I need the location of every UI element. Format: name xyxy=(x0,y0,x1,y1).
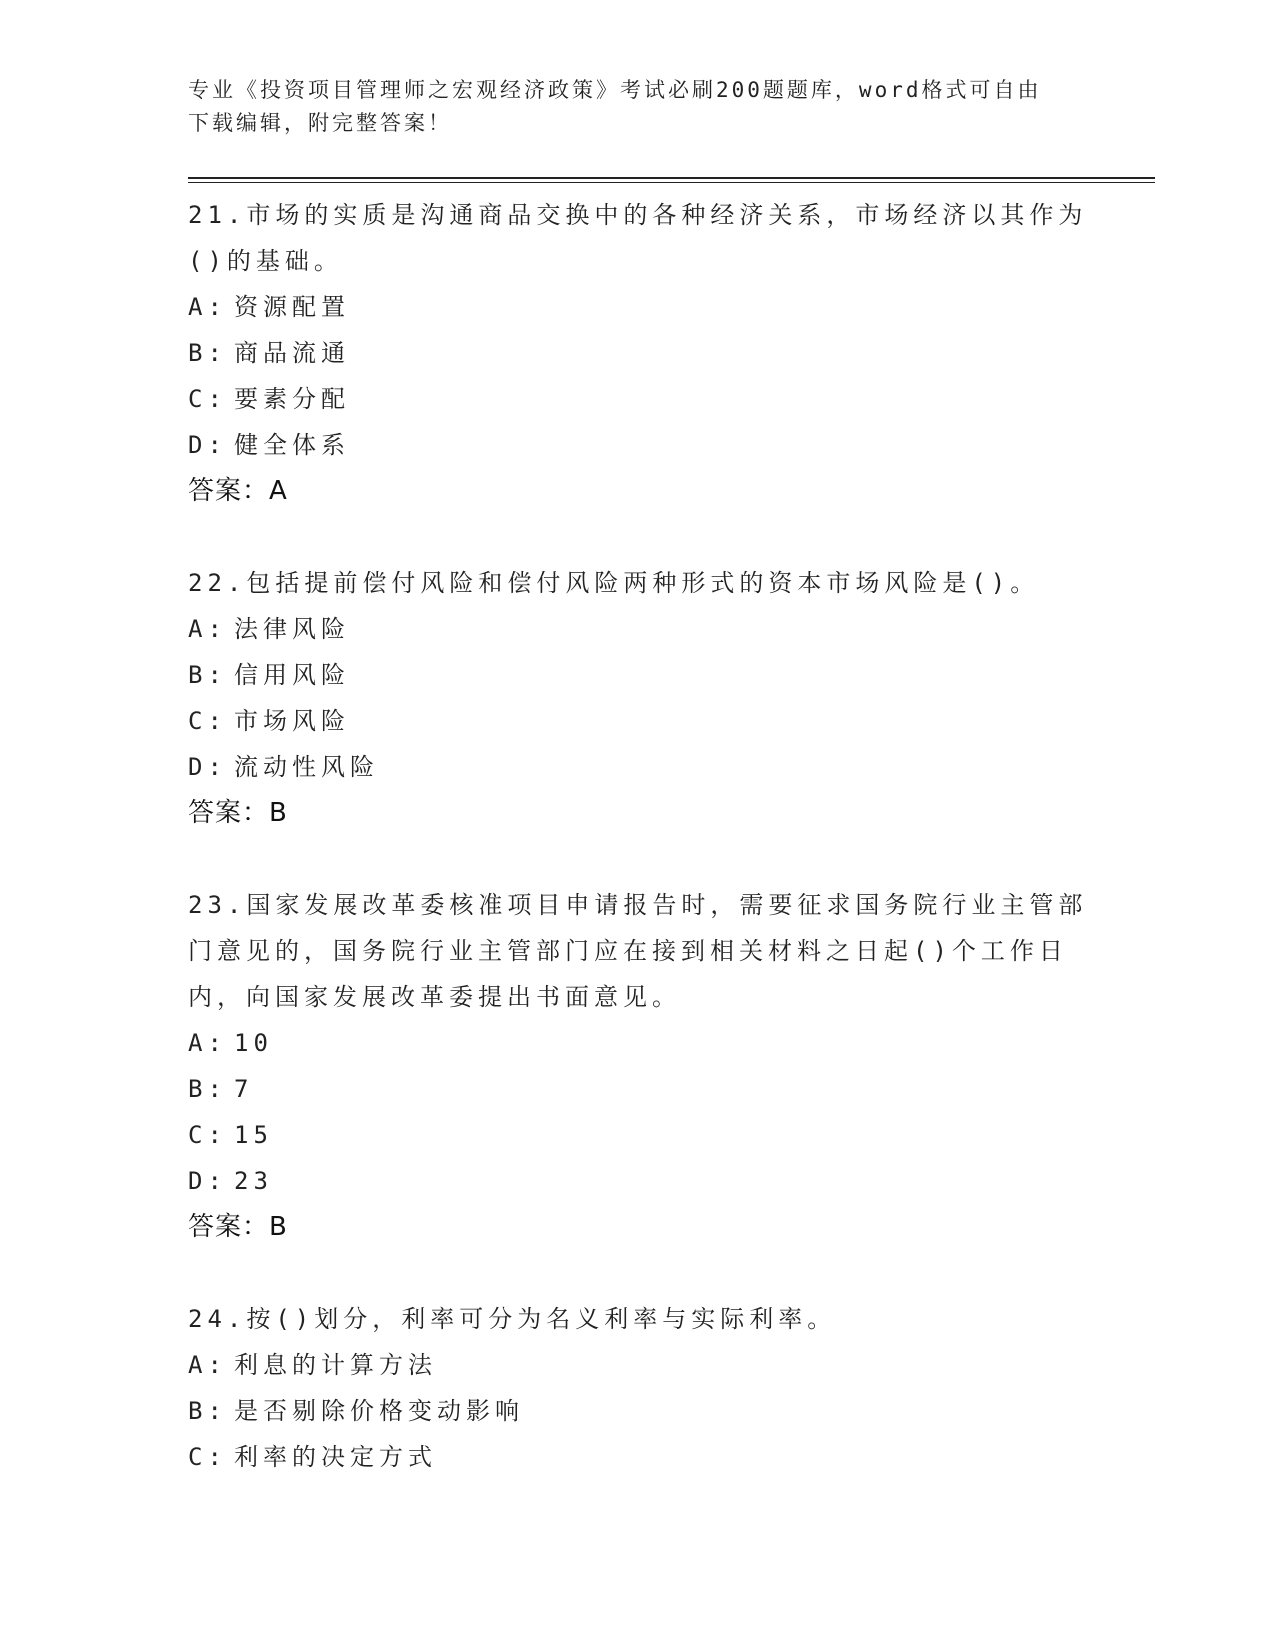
document-header xyxy=(188,74,1088,140)
header-line-1: 专业《投资项目管理师之宏观经济政策》考试必刷200题题库，word格式可自由 xyxy=(188,78,1042,102)
answer-option xyxy=(188,1434,1088,1480)
question-block xyxy=(188,882,1088,1250)
answer-option xyxy=(188,1342,1088,1388)
option-text: 利率的决定方式 xyxy=(234,1443,437,1471)
option-text: 是否剔除价格变动影响 xyxy=(234,1397,524,1425)
option-letter: A: xyxy=(188,615,227,643)
option-text: 15 xyxy=(234,1121,273,1149)
question-stem-line: 23.国家发展改革委核准项目申请报告时，需要征求国务院行业主管部 xyxy=(188,891,1088,919)
option-letter: A: xyxy=(188,293,227,321)
option-letter: C: xyxy=(188,1443,227,1471)
option-letter: D: xyxy=(188,753,227,781)
option-text: 健全体系 xyxy=(234,431,350,459)
question-stem-line: 21.市场的实质是沟通商品交换中的各种经济关系，市场经济以其作为 xyxy=(188,201,1088,229)
question-stem-line: 22.包括提前偿付风险和偿付风险两种形式的资本市场风险是()。 xyxy=(188,569,1040,597)
answer-option xyxy=(188,1020,1088,1066)
question-block xyxy=(188,1296,1088,1480)
option-text: 市场风险 xyxy=(234,707,350,735)
option-text: 7 xyxy=(234,1075,254,1103)
header-line-2: 下载编辑，附完整答案！ xyxy=(188,111,452,135)
option-letter: B: xyxy=(188,1397,227,1425)
option-text: 利息的计算方法 xyxy=(234,1351,437,1379)
option-text: 要素分配 xyxy=(234,385,350,413)
header-divider-top xyxy=(188,177,1155,179)
option-text: 商品流通 xyxy=(234,339,350,367)
option-letter: A: xyxy=(188,1029,227,1057)
answer-option xyxy=(188,330,1088,376)
question-block xyxy=(188,560,1088,836)
question-stem-line: 内，向国家发展改革委提出书面意见。 xyxy=(188,983,681,1011)
option-text: 法律风险 xyxy=(234,615,350,643)
option-letter: B: xyxy=(188,1075,227,1103)
option-letter: D: xyxy=(188,1167,227,1195)
option-letter: C: xyxy=(188,707,227,735)
answer-key: 答案：B xyxy=(188,798,288,828)
answer-option xyxy=(188,1112,1088,1158)
answer-key: 答案：A xyxy=(188,476,288,506)
option-text: 资源配置 xyxy=(234,293,350,321)
answer-option xyxy=(188,1158,1088,1204)
question-stem-line: 24.按()划分，利率可分为名义利率与实际利率。 xyxy=(188,1305,837,1333)
option-text: 10 xyxy=(234,1029,273,1057)
option-text: 信用风险 xyxy=(234,661,350,689)
answer-option xyxy=(188,1066,1088,1112)
option-text: 23 xyxy=(234,1167,273,1195)
option-text: 流动性风险 xyxy=(234,753,379,781)
option-letter: C: xyxy=(188,1121,227,1149)
option-letter: B: xyxy=(188,661,227,689)
question-block xyxy=(188,192,1088,514)
option-letter: A: xyxy=(188,1351,227,1379)
question-stem-line: ()的基础。 xyxy=(188,247,343,275)
option-letter: C: xyxy=(188,385,227,413)
answer-option xyxy=(188,422,1088,468)
answer-option xyxy=(188,376,1088,422)
answer-key: 答案：B xyxy=(188,1212,288,1242)
answer-option xyxy=(188,1388,1088,1434)
option-letter: D: xyxy=(188,431,227,459)
header-divider-bottom xyxy=(188,182,1155,183)
answer-option xyxy=(188,652,1088,698)
question-list xyxy=(188,192,1088,1526)
answer-option xyxy=(188,744,1088,790)
answer-option xyxy=(188,606,1088,652)
option-letter: B: xyxy=(188,339,227,367)
question-stem-line: 门意见的，国务院行业主管部门应在接到相关材料之日起()个工作日 xyxy=(188,937,1068,965)
answer-option xyxy=(188,698,1088,744)
answer-option xyxy=(188,284,1088,330)
